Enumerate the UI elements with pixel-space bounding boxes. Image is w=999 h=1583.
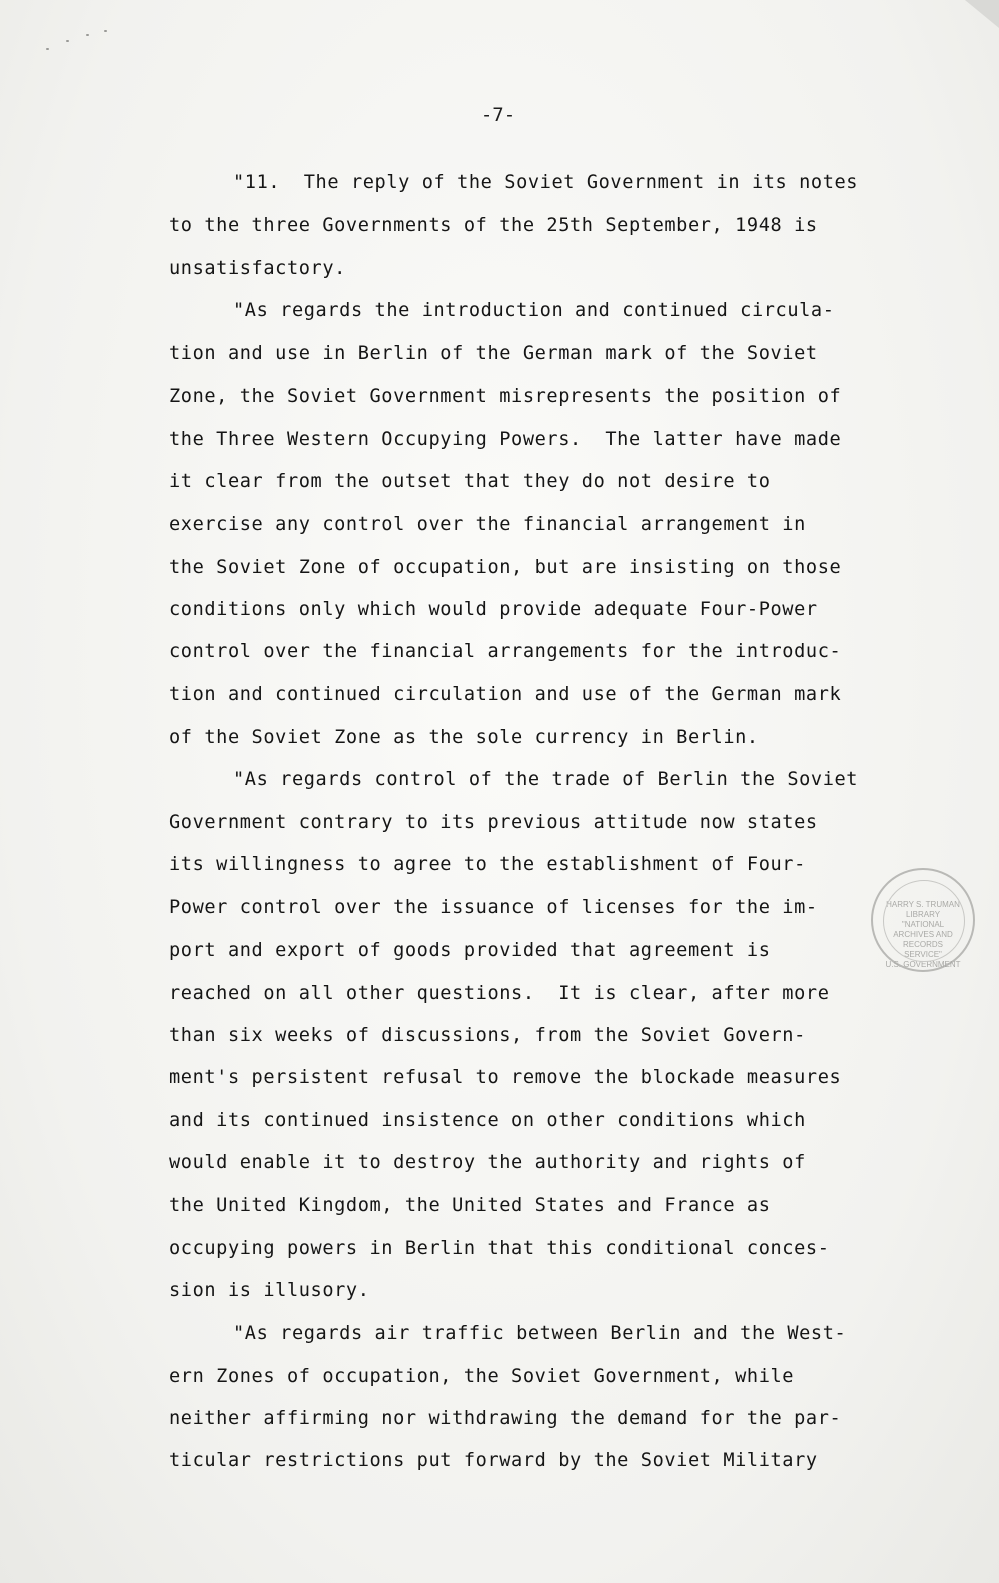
text-line: than six weeks of discussions, from the Soviet Govern- [169,1025,806,1046]
stamp-text: HARRY S. TRUMAN LIBRARY "NATIONAL ARCHIVES AND RECORDS SERVICE" U.S. GOVERNMENT [885,900,961,969]
text-line: and its continued insistence on other conditions which [169,1110,806,1131]
text-line: ment's persistent refusal to remove the blockade measures [169,1067,842,1088]
text-line: its willingness to agree to the establishment of Four- [169,854,806,875]
text-line: tion and use in Berlin of the German mark of the Soviet [169,343,818,364]
archive-stamp [871,868,975,972]
text-line: the Three Western Occupying Powers. The latter have made [169,429,842,450]
text-line: would enable it to destroy the authority and rights of [169,1152,806,1173]
text-line: tion and continued circulation and use of the German mark [169,684,842,705]
text-line: the Soviet Zone of occupation, but are insisting on those [169,557,842,578]
text-line: to the three Governments of the 25th September, 1948 is [169,215,818,236]
text-line: unsatisfactory. [169,258,346,279]
text-line: ern Zones of occupation, the Soviet Government, while [169,1366,795,1387]
text-line: ticular restrictions put forward by the Soviet Military [169,1450,818,1471]
text-line: the United Kingdom, the United States and France as [169,1195,771,1216]
page-corner [965,0,999,28]
text-line: "As regards control of the trade of Berlin the Soviet [233,769,859,790]
text-line: neither affirming nor withdrawing the demand for the par- [169,1408,842,1429]
text-line: Zone, the Soviet Government misrepresents the position of [169,386,842,407]
text-line: exercise any control over the financial arrangement in [169,514,806,535]
text-line: sion is illusory. [169,1280,370,1301]
margin-speck [46,48,49,50]
text-line: conditions only which would provide adequate Four-Power [169,599,818,620]
text-line: "As regards the introduction and continued circula- [233,300,835,321]
text-line: "11. The reply of the Soviet Government in its notes [233,172,859,193]
text-line: of the Soviet Zone as the sole currency in Berlin. [169,727,759,748]
text-line: control over the financial arrangements for the introduc- [169,641,842,662]
margin-speck [86,34,89,36]
text-line: it clear from the outset that they do not desire to [169,471,771,492]
page-number: -7- [480,104,516,126]
text-line: "As regards air traffic between Berlin and the West- [233,1323,847,1344]
margin-speck [66,40,69,42]
margin-speck [104,30,107,32]
text-line: port and export of goods provided that agreement is [169,940,771,961]
text-line: occupying powers in Berlin that this conditional conces- [169,1238,830,1259]
text-line: reached on all other questions. It is clear, after more [169,983,830,1004]
text-line: Power control over the issuance of licenses for the im- [169,897,818,918]
text-line: Government contrary to its previous attitude now states [169,812,818,833]
